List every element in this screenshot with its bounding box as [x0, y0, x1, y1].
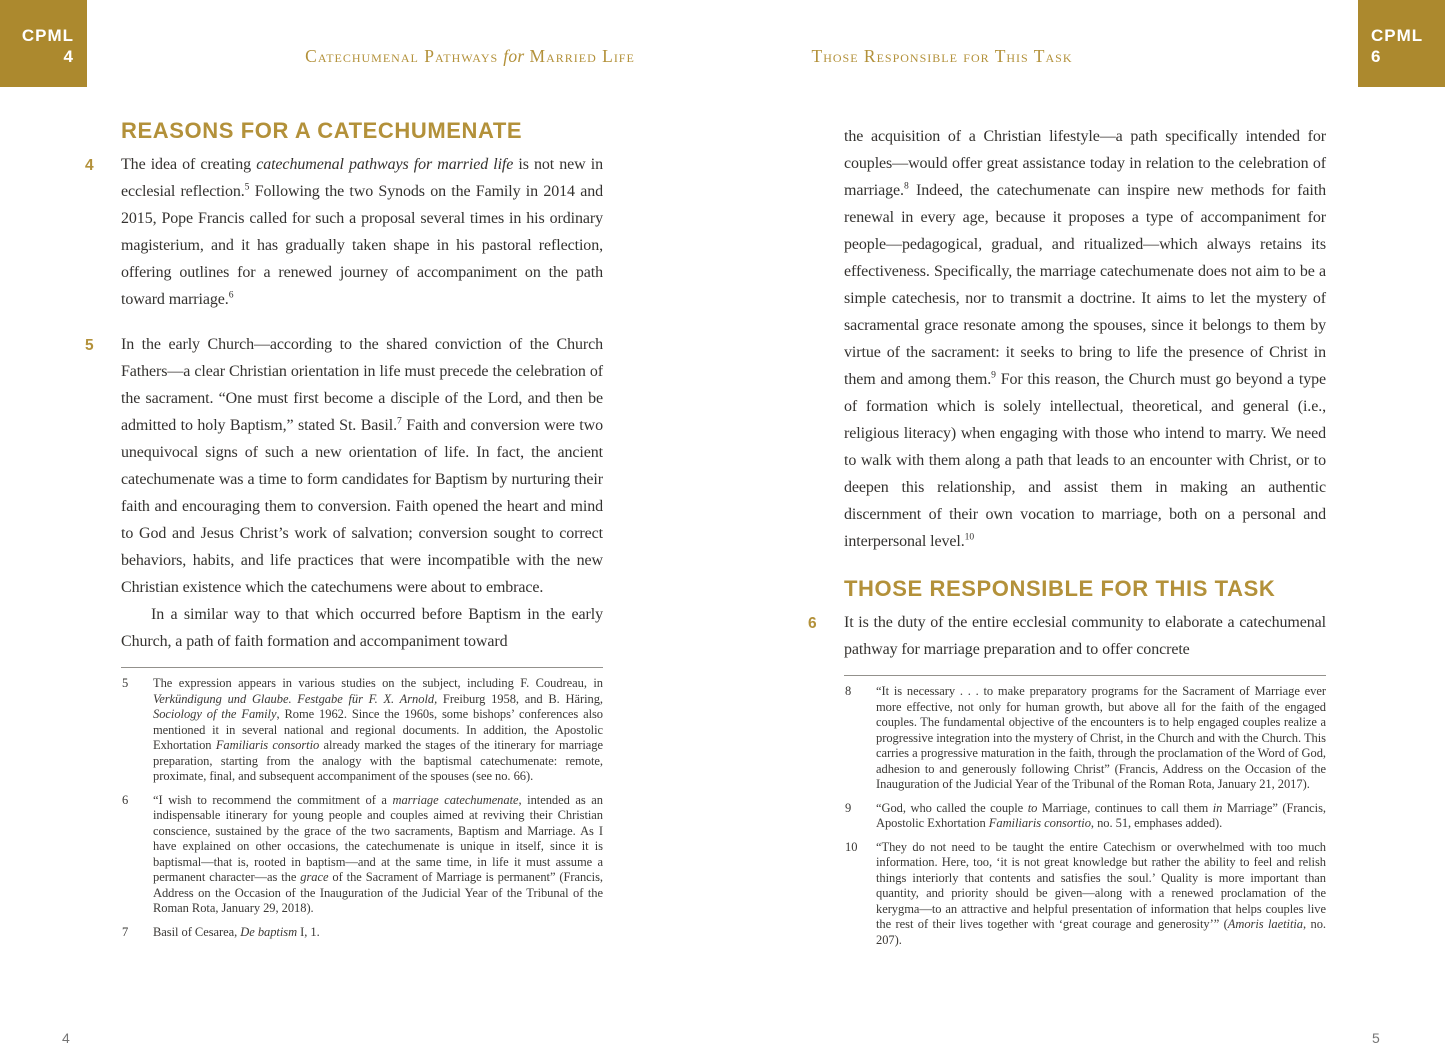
footnote-10 [844, 840, 1326, 949]
footnote-8 [844, 684, 1326, 793]
footnote-10-number: 10 [845, 839, 858, 854]
page-number-right: 5 [1372, 1030, 1380, 1046]
paragraph-5-runover-text: the acquisition of a Christian lifestyle—a path specifically intended for couples—would offer great assistance today in relation to the celebration of marriage.$^8$ Indeed, the catechumenate can inspire new methods for faith renewal in every age, because it proposes a type of accompaniment for people—pedagogical, gradual, and ritualized—which always retains its effectiveness. Specifically, the marriage catechumenate does not aim to be a simple catechesis, nor to transmit a doctrine. It aims to let the mystery of sacramental grace resonate among the spouses, since it belongs to them by virtue of the sacrament: it seeks to bring to life the presence of Christ in them and among them.$^9$ For this reason, the Church must go beyond a type of formation which is solely intellectual, theoretical, and general (i.e., religious literacy) when engaging with those who intend to marry. We need to walk with them along a path that leads to an encounter with Christ, or to deepen this relationship, and assist them in making an authentic discernment of their own vocation to marriage, both on a personal and interpersonal level.$^{10}$ [844, 128, 1326, 550]
corner-tab-right [1358, 0, 1445, 87]
footnote-5-text: The expression appears in various studies on the subject, including F. Coudreau, in Verkündigung und Glaube. Festgabe für F. X. Arnold, Freiburg 1958, and B. Häring, Sociology of the Family, Rome 1962. Since the 1960s, some bishops’ conferences also mentioned it in several national and regional documents. In addition, the Apostolic Exhortation Familiaris consortio already marked the stages of the itinerary for marriage preparation, starting from the analogy with the baptismal catechumenate: remote, proximate, final, and subsequent accompaniment of the spouses (see no. 66). [153, 676, 604, 783]
footnote-8-text: “It is necessary . . . to make preparatory programs for the Sacrament of Marriage ever more effective, not only for human growth, but above all for the faith of the engaged couples. The fundamental objective of the encounters is to help engaged couples realize a progressive integration into the mystery of Christ, in the Church and with the Church. This carries a progressive maturation in the faith, through the proclamation of the Word of God, adhesion to and generously following Christ” (Francis, Address on the Occasion of the Inauguration of the Judicial Year of the Tribunal of the Roman Rota, January 21, 2017). [876, 684, 1326, 791]
paragraph-6 [808, 609, 1326, 663]
paragraph-5-continuation-text: In a similar way to that which occurred before Baptism in the early Church, a path of faith formation and accompaniment toward [121, 606, 603, 650]
footnote-8-number: 8 [845, 684, 852, 698]
paragraph-6-text: It is the duty of the entire ecclesial community to elaborate a catechumenal pathway for marriage preparation and to offer concrete [844, 614, 1326, 658]
footnotes-left [121, 667, 603, 940]
paragraph-5 [85, 331, 603, 601]
footnote-6-text: “I wish to recommend the commitment of a marriage catechumenate, intended as an indispensable itinerary for young people and couples aimed at reviving their Christian conscience, sustained by the grace of the two sacraments, Baptism and Marriage. As I have explained on other occasions, the catechumenate is unique in itself, since it is baptismal—that is, rooted in baptism—and at the same time, in life it must assume a permanent character—as the grace of the Sacrament of Marriage is permanent” (Francis, Address on the Occasion of the Inauguration of the Judicial Year of the Tribunal of the Roman Rota, January 29, 2018). [153, 792, 603, 915]
corner-tab-right-number: 6 [1371, 47, 1382, 66]
left-page-text-column [85, 118, 604, 948]
paragraph-6-number: 6 [808, 615, 817, 632]
running-head-left-italic: for [503, 46, 525, 66]
paragraph-5-text: In the early Church—according to the shared conviction of the Church Fathers—a clear Christian orientation in life must precede the celebration of the sacrament. “One must first become a disciple of the Lord, and then be admitted to holy Baptism,” stated St. Basil.$^7$ Faith and conversion were two unequivocal signs of such a new orientation of life. In fact, the ancient catechumenate was a time to form candidates for Baptism by nurturing their faith and encouraging them to conversion. Faith opened the heart and mind to God and Jesus Christ’s work of salvation; conversion sought to correct behaviors, habits, and life practices that were incompatible with the new Christian existence which the catechumens were about to embrace. [121, 336, 603, 596]
footnote-7-text: Basil of Cesarea, De baptism I, 1. [153, 924, 320, 939]
section-heading-those-responsible: THOSE RESPONSIBLE FOR THIS TASK [844, 576, 1276, 601]
corner-tab-left-label: CPML [21, 26, 74, 45]
footnote-7 [121, 925, 603, 941]
footnote-9-number: 9 [845, 800, 852, 815]
paragraph-5-runover [844, 123, 1326, 555]
corner-tab-left-number: 4 [63, 47, 74, 66]
footnote-9 [844, 801, 1326, 832]
footnote-5 [121, 676, 603, 785]
paragraph-4 [85, 151, 603, 313]
running-head-right: Those Responsible for This Task [811, 46, 1073, 66]
footnotes-right [844, 675, 1326, 948]
footnote-6-number: 6 [122, 792, 129, 807]
footnote-5-number: 5 [122, 676, 129, 690]
footnote-10-text: “They do not need to be taught the entire Catechism or overwhelmed with too much information. Here, too, ‘it is not great knowledge but rather the ability to feel and relish things interiorly that contents and satisfies the soul.’ Quality is more important than quantity, and priority should be given—along with a renewed proclamation of the kerygma—to an attractive and helpful presentation of information that helps couples live the rest of their lives together with ‘great courage and generosity’” (Amoris laetitia, no. 207). [876, 839, 1326, 947]
corner-tab-right-label: CPML [1371, 26, 1424, 45]
corner-tab-left [0, 0, 87, 87]
footnote-9-text: “God, who called the couple to Marriage, continues to call them in Marriage” (Francis, Apostolic Exhortation Familiaris consortio, no. 51, emphases added). [876, 800, 1326, 830]
running-head-left-pre: Catechumenal Pathways [305, 46, 499, 66]
paragraph-4-number: 4 [85, 157, 94, 174]
paragraph-5-continuation [121, 601, 603, 655]
section-heading-reasons: REASONS FOR A CATECHUMENATE [121, 118, 523, 143]
paragraph-4-text: The idea of creating catechumenal pathways for married life is not new in ecclesial reflection.$^5$ Following the two Synods on the Family in 2014 and 2015, Pope Francis called for such a proposal several times in his ordinary magisterium, and it has gradually taken shape in his pastoral reflection, offering outlines for a renewed journey of accompaniment on the path toward marriage.$^6$ [121, 156, 603, 308]
running-head-left-post: Married Life [529, 46, 635, 66]
paragraph-5-number: 5 [85, 337, 94, 354]
footnote-7-number: 7 [122, 924, 129, 939]
footnote-6 [121, 793, 603, 917]
running-head-left [305, 46, 635, 67]
right-page-text-column [808, 123, 1326, 956]
page-number-left: 4 [62, 1030, 70, 1046]
